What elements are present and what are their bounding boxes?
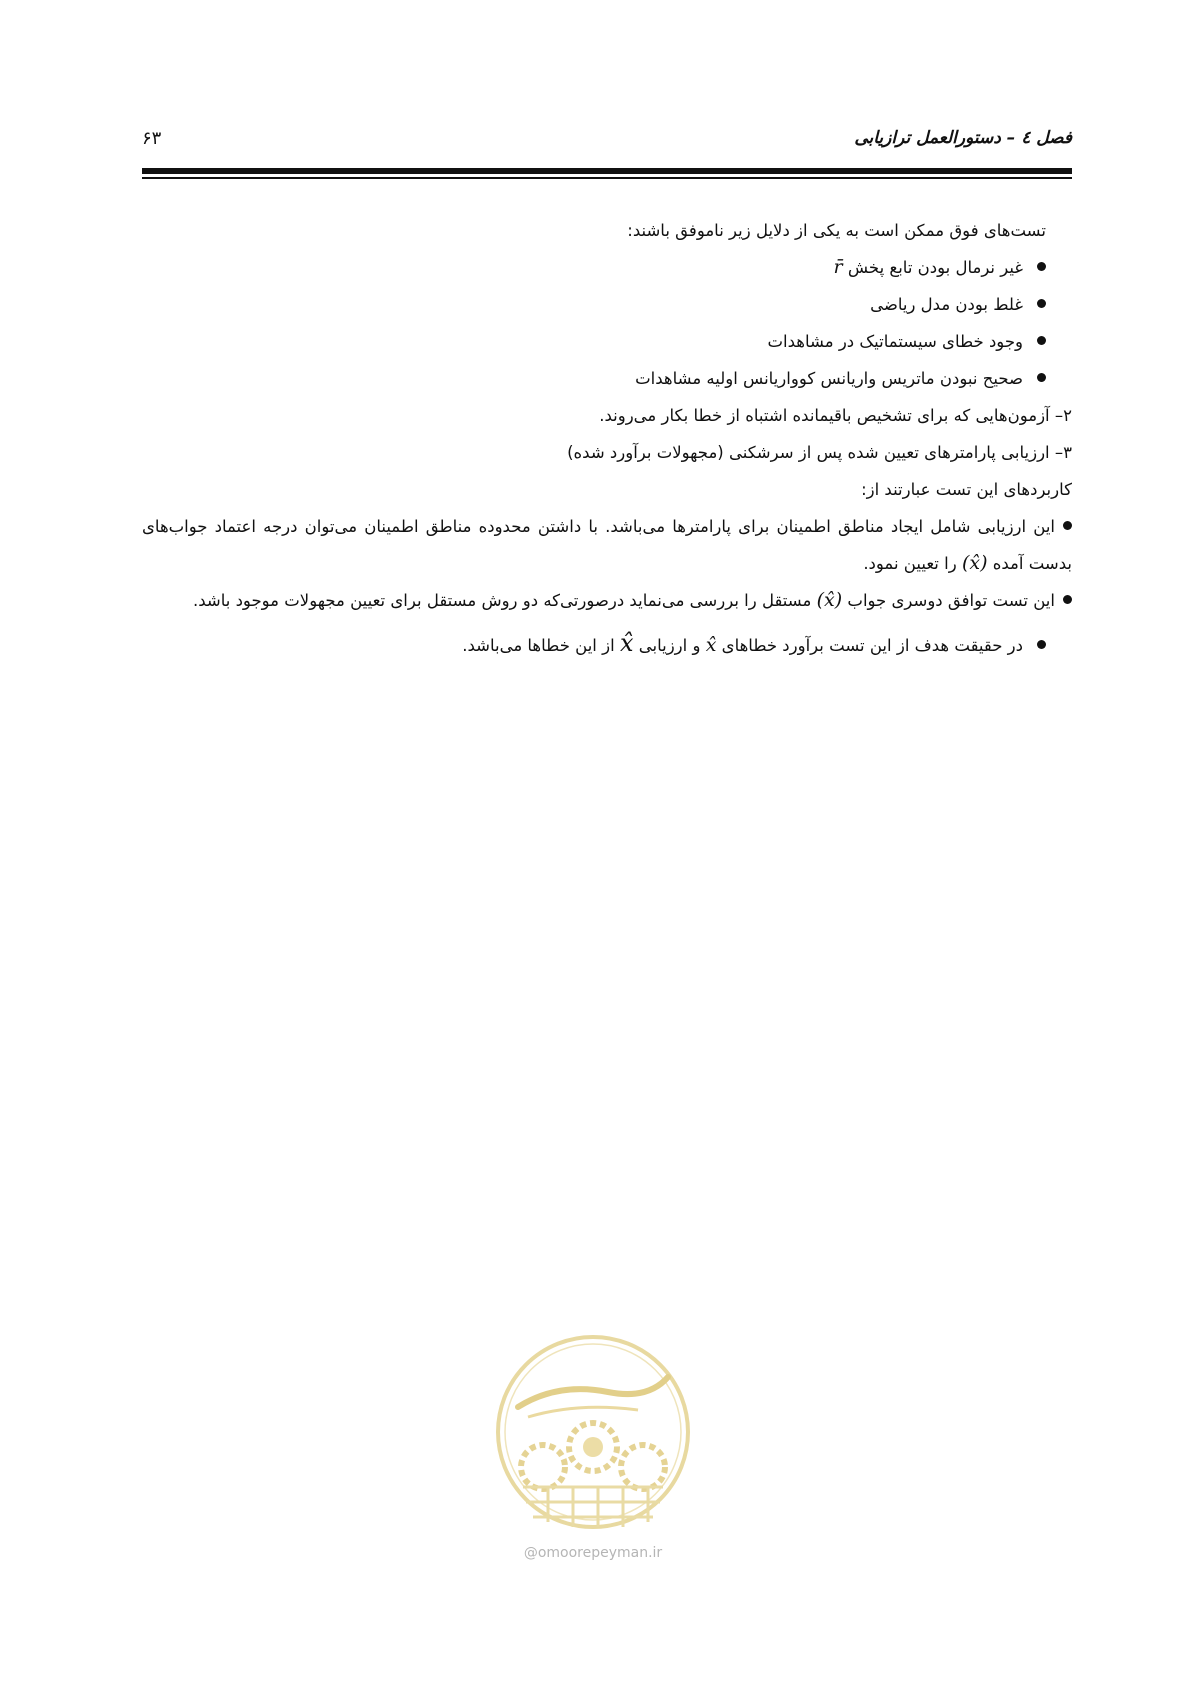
application-item-3: در حقیقت هدف از این تست برآورد خطاهای x̂ و ارزیابی x̂ از این خطاها می‌باشد. [142,625,1072,664]
watermark-logo [488,1322,698,1562]
intro-paragraph: تست‌های فوق ممکن است به یکی از دلایل زیر ناموفق باشند: [627,221,1046,240]
numbered-item-2: ۲– آزمون‌هایی که برای تشخیص باقیمانده اشتباه از خطا بکار می‌روند. [599,406,1072,425]
bullet-icon [1063,521,1072,530]
application-item-2: این تست توافق دوسری جواب (x̂) مستقل را بررسی می‌نماید درصورتی‌که دو روش مستقل برای تعیین مجهولات موجود باشد. [142,582,1072,619]
list-item: غلط بودن مدل ریاضی [142,286,1072,323]
watermark-url: @omoorepeyman.ir [523,1545,663,1561]
bullet-icon [1037,640,1046,649]
numbered-item-3: ۳– ارزیابی پارامترهای تعیین شده پس از سرشکنی (مجهولات برآورد شده) [567,443,1072,462]
bullet-icon [1037,299,1046,308]
bullet-icon [1037,336,1046,345]
bullet-icon [1063,595,1072,604]
applications-heading: کاربردهای این تست عبارتند از: [861,480,1072,499]
list-item: وجود خطای سیستماتیک در مشاهدات [142,323,1072,360]
body-text [142,212,1072,664]
bullet-icon [1037,262,1046,271]
application-item-1: این ارزیابی شامل ایجاد مناطق اطمینان برای پارامترها می‌باشد. با داشتن محدوده مناطق اطمینان می‌توان درجه اعتماد جواب‌های بدست آمده (x̂) را تعیین نمود. [142,517,1072,574]
watermark-emblem-icon [488,1322,698,1552]
header-rule-thick [142,168,1072,174]
chapter-title: فصل ٤ – دستورالعمل ترازیابی [854,128,1072,148]
bullet-icon [1037,373,1046,382]
list-item: صحیح نبودن ماتریس واریانس کوواریانس اولیه مشاهدات [142,360,1072,397]
math-r-bar: r̄ [833,256,843,278]
page-number: ۶۳ [142,128,162,149]
header-rule-thin [142,177,1072,179]
list-item: غیر نرمال بودن تابع پخش r̄ [142,249,1072,286]
page-header [142,128,1072,158]
